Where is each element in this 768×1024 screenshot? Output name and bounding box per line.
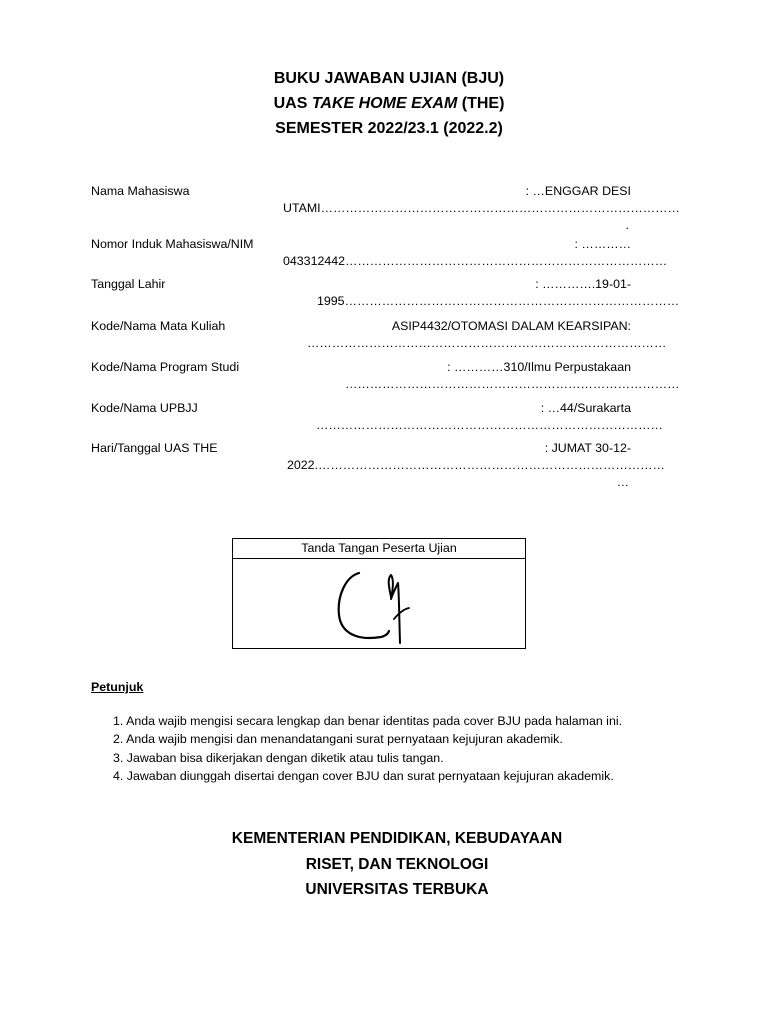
field-value-cont: 1995……………………………………………………………………… [317, 294, 680, 308]
field-value: ASIP4432/OTOMASI DALAM KEARSIPAN: [391, 319, 631, 333]
field-value: : JUMAT 30-12- [544, 441, 631, 455]
field-label: Hari/Tanggal UAS THE [91, 441, 218, 455]
signature-area [233, 559, 525, 648]
title-line-2-prefix: UAS [273, 95, 312, 112]
instructions-list [113, 712, 622, 785]
title-line-2 [0, 91, 768, 116]
footer-line-3: UNIVERSITAS TERBUKA [305, 881, 489, 898]
field-value-cont: ………………………………………………………………………… [316, 418, 663, 432]
footer-line-1: KEMENTERIAN PENDIDIKAN, KEBUDAYAAN [231, 830, 563, 847]
petunjuk-title: Petunjuk [91, 680, 144, 694]
document-title [0, 66, 768, 141]
field-label: Kode/Nama Program Studi [91, 360, 240, 374]
signature-box [232, 538, 526, 649]
field-label: Kode/Nama Mata Kuliah [91, 319, 226, 333]
field-value: : …………310/Ilmu Perpustakaan [447, 360, 631, 374]
field-value: : …ENGGAR DESI [525, 184, 631, 198]
field-label: Nama Mahasiswa [91, 184, 190, 198]
signature-drawing [233, 559, 525, 648]
list-item: 2. Anda wajib mengisi dan menandatangani surat pernyataan kejujuran akademik. [113, 732, 563, 747]
field-value-cont: UTAMI…………………………………………………………………………… [283, 201, 680, 215]
title-line-2-suffix: (THE) [457, 95, 505, 112]
title-line-1: BUKU JAWABAN UJIAN (BJU) [273, 70, 505, 87]
field-value-cont: 043312442…………………………………………………………………… [283, 254, 668, 268]
field-value: : ………….19-01- [535, 277, 631, 291]
field-value-cont: ……………………………………………………………………… [345, 377, 680, 391]
field-value-cont: …………………………………………………………………………… [307, 336, 667, 350]
field-value: : ………… [574, 237, 631, 251]
field-label: Kode/Nama UPBJJ [91, 401, 198, 415]
signature-box-title: Tanda Tangan Peserta Ujian [233, 539, 525, 559]
footer-line-2: RISET, DAN TEKNOLOGI [305, 855, 489, 873]
list-item: 4. Jawaban diunggah disertai dengan cover BJU dan surat pernyataan kejujuran akademik. [113, 768, 614, 783]
title-line-2-italic: TAKE HOME EXAM [311, 95, 458, 112]
title-line-3: SEMESTER 2022/23.1 (2022.2) [275, 120, 503, 137]
list-item: 1. Anda wajib mengisi secara lengkap dan benar identitas pada cover BJU pada halaman ini. [113, 714, 623, 728]
field-label: Tanggal Lahir [91, 277, 166, 291]
list-item: 3. Jawaban bisa dikerjakan dengan diketik atau tulis tangan. [113, 750, 444, 765]
field-value-cont: 2022.………………………………………………………………………… [287, 458, 665, 472]
institution-footer [0, 826, 768, 903]
field-value-cont: . [625, 218, 629, 232]
field-value: : …44/Surakarta [540, 401, 631, 415]
field-label: Nomor Induk Mahasiswa/NIM [91, 237, 254, 251]
field-value-cont: … [616, 475, 629, 489]
